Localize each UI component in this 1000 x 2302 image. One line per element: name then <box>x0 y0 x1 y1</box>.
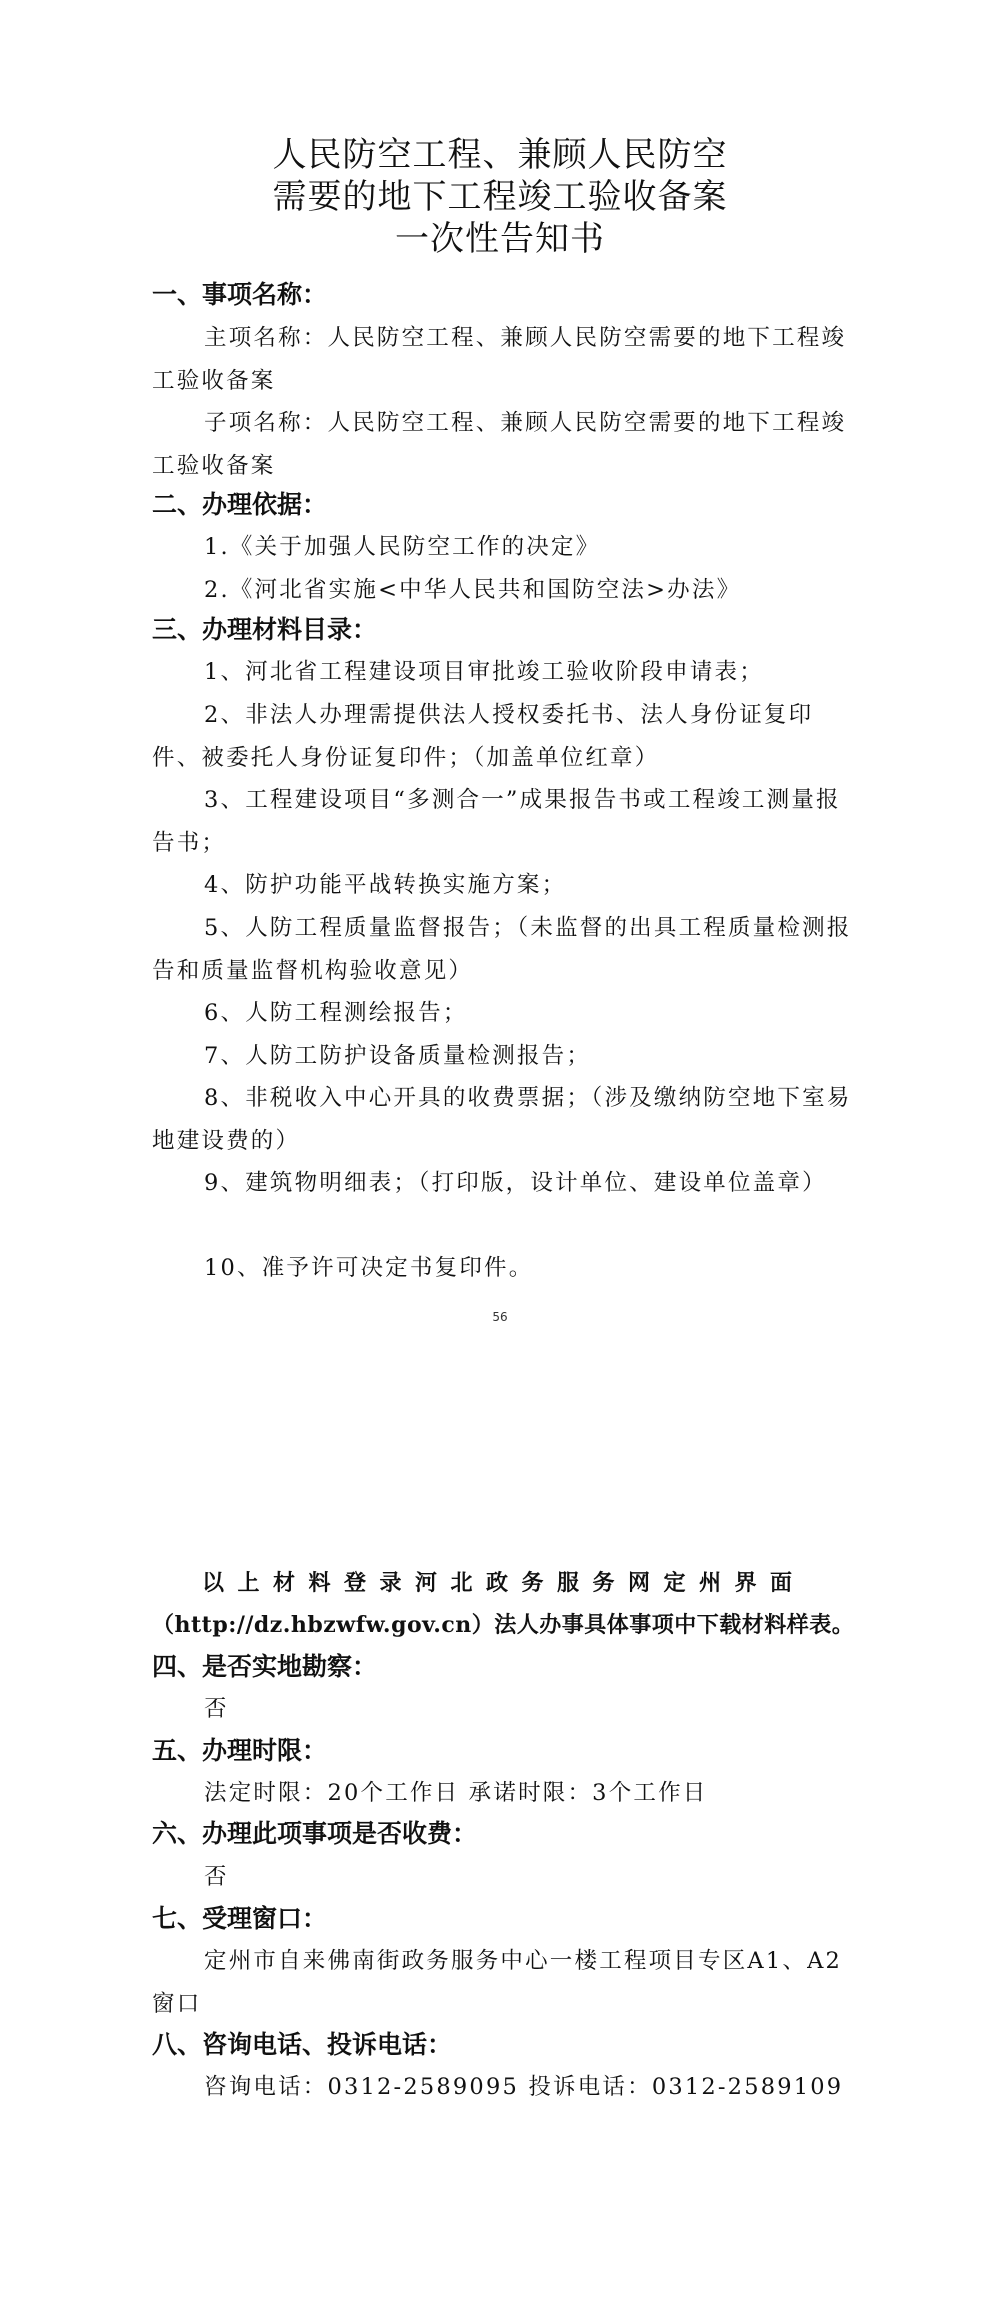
title-line-2: 需要的地下工程竣工验收备案 <box>272 177 728 217</box>
download-note-line-2: （http://dz.hbzwfw.gov.cn）法人办事具体事项中下载材料样表。 <box>152 1612 855 1638</box>
material-item: 7、人防工防护设备质量检测报告； <box>204 1043 592 1069</box>
download-note <box>152 1562 855 1646</box>
window-value: 定州市自来佛南街政务服务中心一楼工程项目专区A1、A2窗口 <box>152 1948 843 2017</box>
basis-item: 1.《关于加强人民防空工作的决定》 <box>204 534 601 560</box>
material-item: 6、人防工程测绘报告； <box>204 1000 468 1026</box>
section-heading-materials: 三、办理材料目录： <box>152 615 378 644</box>
document-title <box>0 134 1000 260</box>
material-item: 9、建筑物明细表；（打印版，设计单位、建设单位盖章） <box>204 1170 827 1196</box>
section-heading-item-name: 一、事项名称： <box>152 280 328 309</box>
page-number: 56 <box>492 1310 508 1324</box>
basis-item: 2.《河北省实施<中华人民共和国防空法>办法》 <box>204 577 742 603</box>
section-heading-contact: 八、咨询电话、投诉电话： <box>152 2030 453 2059</box>
material-item: 1、河北省工程建设项目审批竣工验收阶段申请表； <box>204 659 764 685</box>
section-heading-time-limit: 五、办理时限： <box>152 1736 328 1765</box>
time-limit-value: 法定时限：20个工作日 承诺时限：3个工作日 <box>204 1780 708 1806</box>
download-note-line-1: 以上材料登录河北政务服务网定州界面 <box>202 1570 806 1596</box>
fee-value: 否 <box>204 1864 229 1890</box>
document-page-2 <box>0 1345 1000 2302</box>
section-heading-site-survey: 四、是否实地勘察： <box>152 1652 378 1681</box>
section-heading-fee: 六、办理此项事项是否收费： <box>152 1819 478 1848</box>
title-line-3: 一次性告知书 <box>395 219 605 259</box>
sub-item-name: 子项名称：人民防空工程、兼顾人民防空需要的地下工程竣工验收备案 <box>152 410 847 479</box>
material-item: 3、工程建设项目“多测合一”成果报告书或工程竣工测量报告书； <box>152 787 841 856</box>
section-heading-basis: 二、办理依据： <box>152 490 328 519</box>
material-item: 4、防护功能平战转换实施方案； <box>204 872 567 898</box>
title-line-1: 人民防空工程、兼顾人民防空 <box>272 135 728 175</box>
site-survey-value: 否 <box>204 1696 229 1722</box>
main-item-name: 主项名称：人民防空工程、兼顾人民防空需要的地下工程竣工验收备案 <box>152 325 847 394</box>
material-item: 10、准予许可决定书复印件。 <box>204 1255 534 1281</box>
contact-value: 咨询电话：0312-2589095 投诉电话：0312-2589109 <box>204 2074 844 2100</box>
material-item: 8、非税收入中心开具的收费票据；（涉及缴纳防空地下室易地建设费的） <box>152 1085 852 1154</box>
material-item: 2、非法人办理需提供法人授权委托书、法人身份证复印件、被委托人身份证复印件；（加盖单位红章） <box>152 702 814 771</box>
material-item: 5、人防工程质量监督报告；（未监督的出具工程质量检测报告和质量监督机构验收意见） <box>152 915 852 984</box>
section-heading-window: 七、受理窗口： <box>152 1904 328 1933</box>
